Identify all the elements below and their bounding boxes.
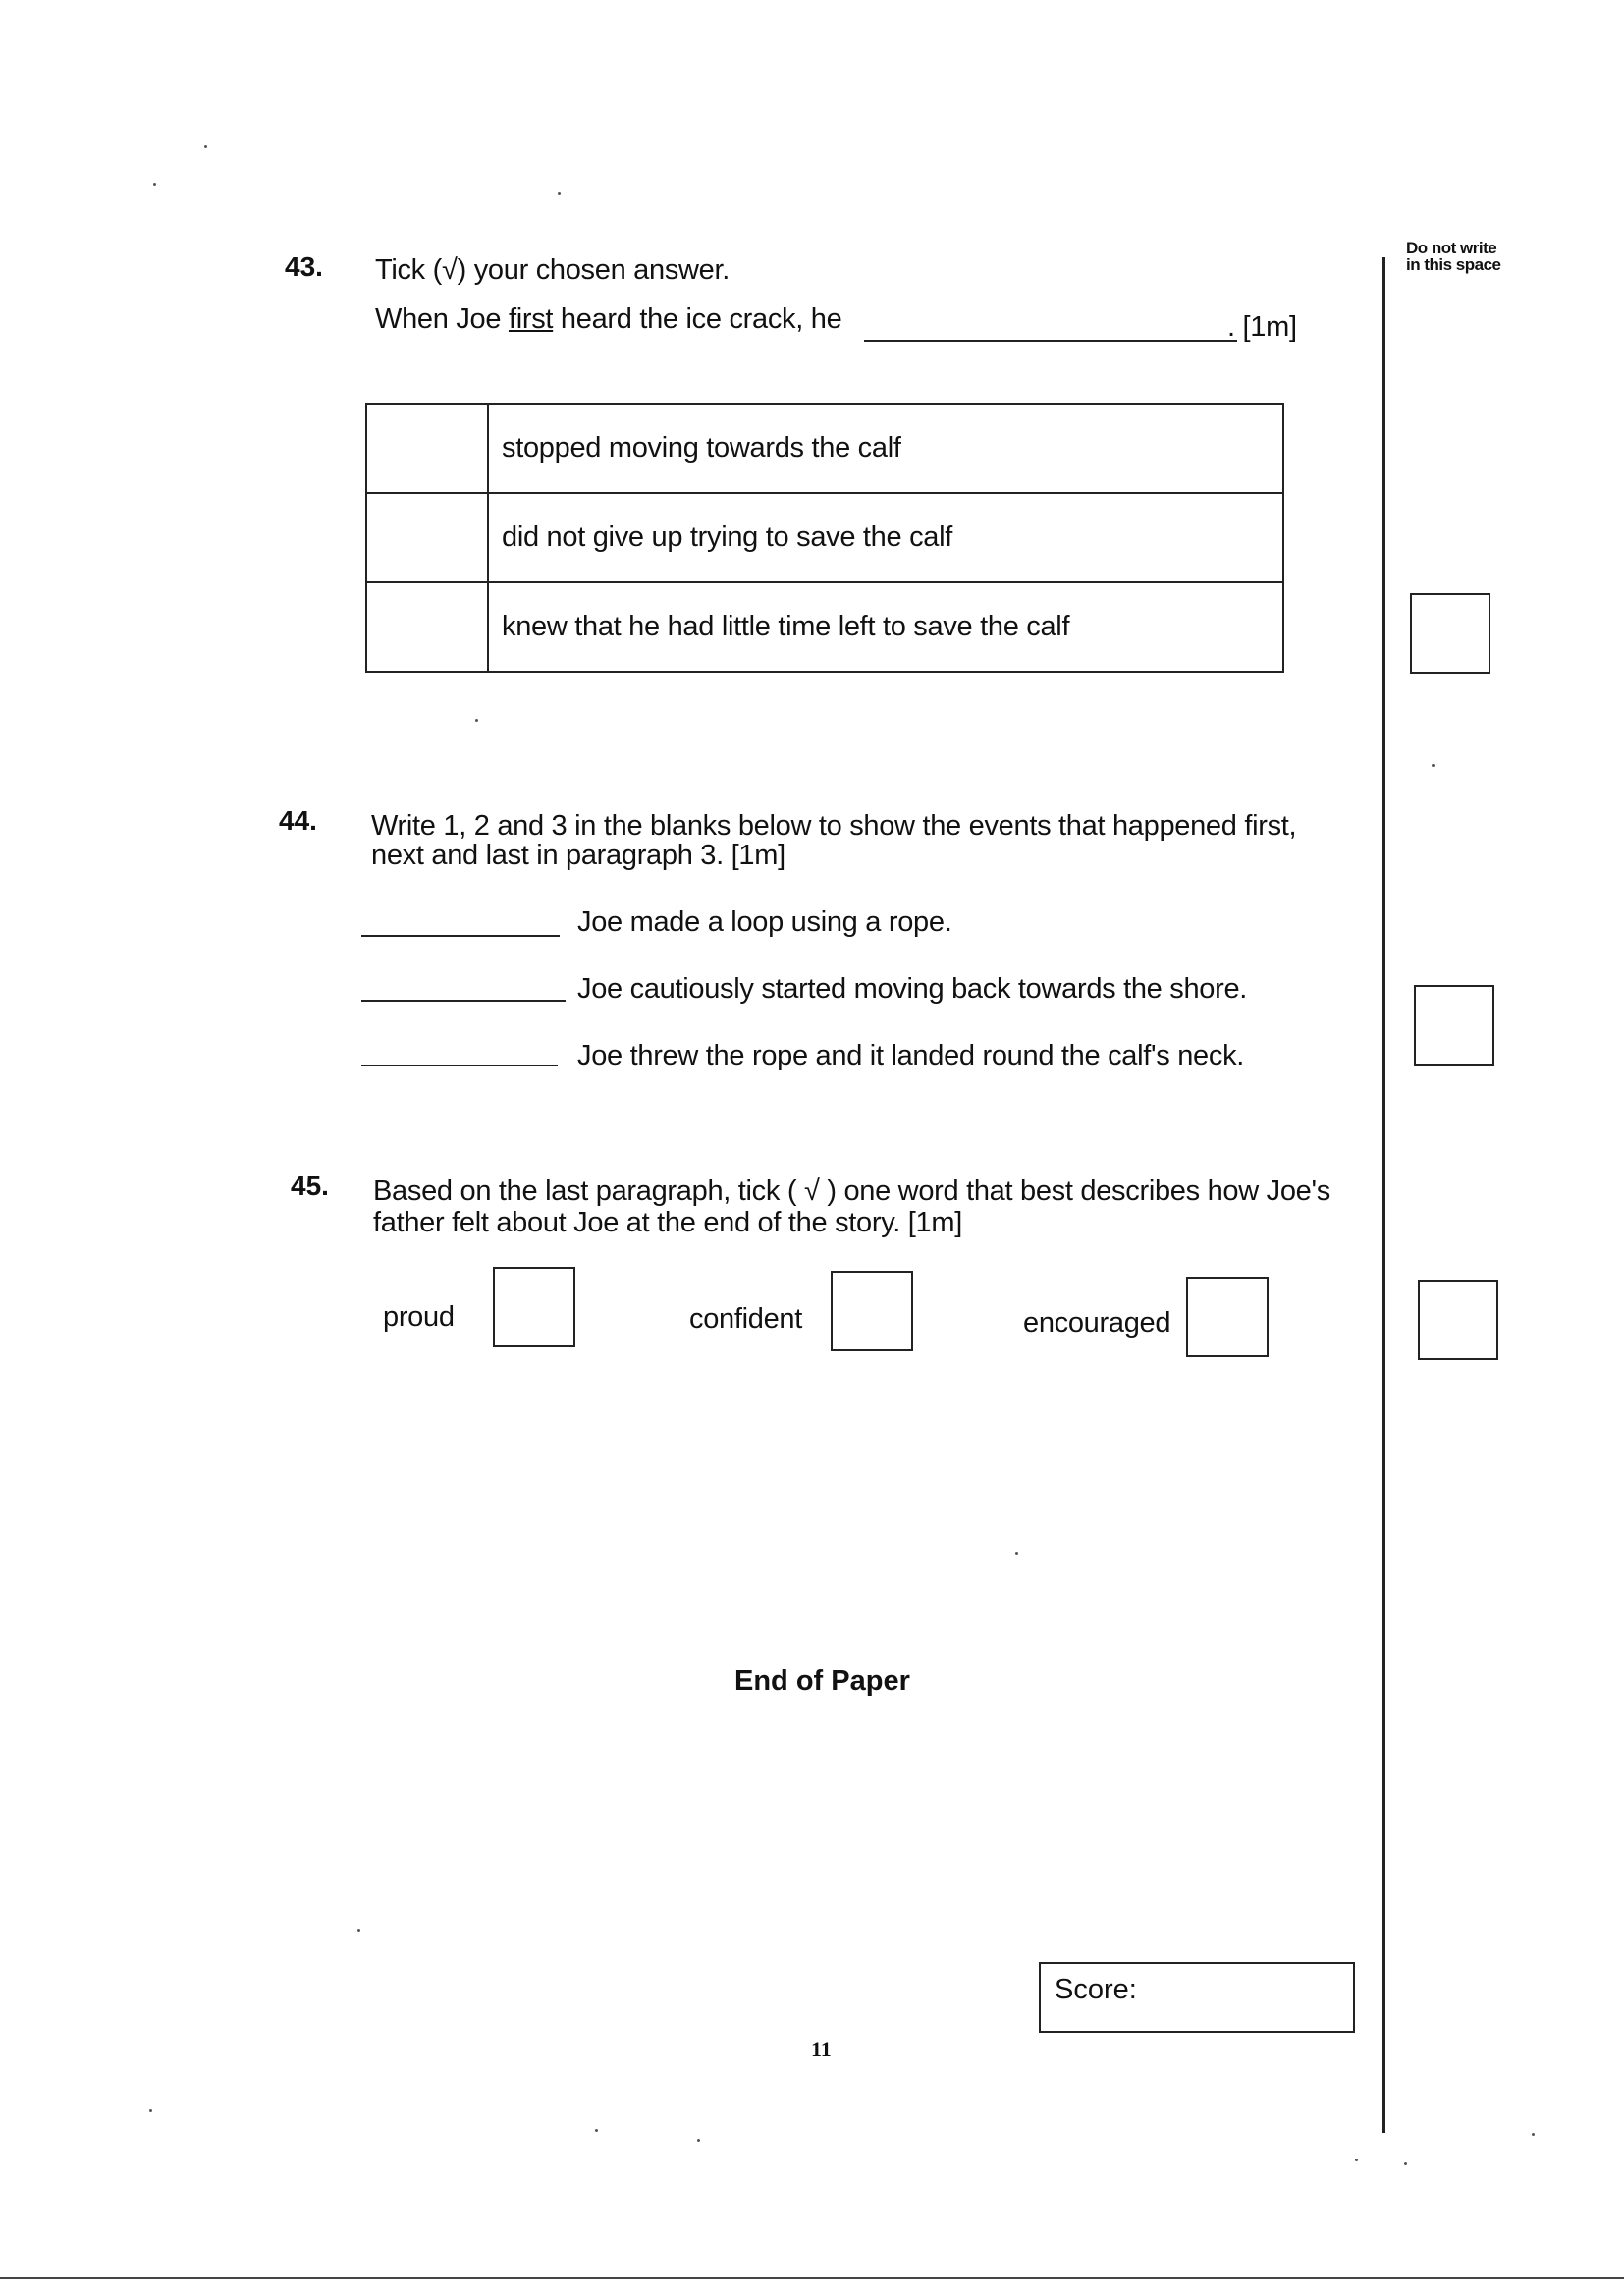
q45-checkbox-encouraged[interactable]	[1186, 1277, 1269, 1357]
scan-speck	[149, 2109, 152, 2112]
margin-rule	[1382, 257, 1385, 2133]
q43-stem-end: . [1m]	[1227, 311, 1297, 343]
scan-speck	[1404, 2162, 1407, 2165]
q44-event-2: Joe cautiously started moving back towards the shore.	[577, 973, 1248, 1005]
scan-speck	[1432, 764, 1435, 767]
q44-blank-1[interactable]	[361, 935, 560, 937]
q43-stem-before: When Joe	[375, 303, 502, 335]
q43-mark-box[interactable]	[1410, 593, 1490, 674]
scan-speck	[1532, 2133, 1535, 2136]
q43-number: 43.	[285, 251, 323, 282]
q43-tick-cell-2[interactable]	[366, 493, 488, 582]
q45-instruction-line2: father felt about Joe at the end of the story. [1m]	[373, 1207, 962, 1238]
q45-checkbox-confident[interactable]	[831, 1271, 913, 1351]
page-number: 11	[811, 2037, 832, 2061]
table-row	[366, 404, 1283, 493]
q43-tick-cell-1[interactable]	[366, 404, 488, 493]
scan-speck	[357, 1929, 360, 1932]
table-row	[366, 582, 1283, 672]
q43-option-2: did not give up trying to save the calf	[488, 493, 1283, 582]
scan-speck	[1355, 2159, 1358, 2161]
q43-stem	[375, 302, 841, 336]
q43-options-table	[365, 403, 1284, 673]
scan-speck	[153, 183, 156, 186]
q45-choice-encouraged: encouraged	[1023, 1307, 1171, 1339]
q45-mark-box[interactable]	[1418, 1280, 1498, 1360]
q45-choice-proud: proud	[383, 1301, 455, 1333]
score-box	[1039, 1962, 1355, 2033]
margin-note	[1406, 240, 1504, 273]
q44-blank-3[interactable]	[361, 1065, 558, 1066]
q43-option-1: stopped moving towards the calf	[488, 404, 1283, 493]
scan-speck	[558, 192, 561, 195]
scan-speck	[697, 2139, 700, 2142]
q43-stem-after: heard the ice crack, he	[560, 303, 842, 335]
q43-instruction: Tick (√) your chosen answer.	[375, 254, 731, 286]
q43-answer-blank[interactable]	[864, 340, 1237, 342]
end-of-paper: End of Paper	[734, 1666, 910, 1697]
bottom-rule	[0, 2277, 1624, 2279]
scan-speck	[204, 145, 207, 148]
q45-instruction-line1: Based on the last paragraph, tick ( √ ) one word that best describes how Joe's	[373, 1175, 1330, 1207]
scan-speck	[475, 719, 478, 722]
margin-note-text: Do not write in this space	[1406, 239, 1501, 274]
q44-instruction-line1: Write 1, 2 and 3 in the blanks below to show the events that happened first,	[371, 810, 1297, 842]
q44-event-3: Joe threw the rope and it landed round the calf's neck.	[577, 1040, 1245, 1071]
scan-speck	[1015, 1552, 1018, 1555]
q45-checkbox-proud[interactable]	[493, 1267, 575, 1347]
q43-stem-emphasis: first	[508, 303, 554, 335]
q43-tick-cell-3[interactable]	[366, 582, 488, 672]
q44-number: 44.	[279, 805, 317, 836]
q43-option-3: knew that he had little time left to save the calf	[488, 582, 1283, 672]
q44-mark-box[interactable]	[1414, 985, 1494, 1066]
score-label: Score:	[1055, 1974, 1137, 2005]
q44-blank-2[interactable]	[361, 1000, 566, 1002]
q44-instruction-line2: next and last in paragraph 3. [1m]	[371, 840, 785, 871]
q44-event-1: Joe made a loop using a rope.	[577, 906, 952, 938]
scan-speck	[595, 2129, 598, 2132]
table-row	[366, 493, 1283, 582]
q45-choice-confident: confident	[689, 1303, 802, 1335]
q45-number: 45.	[291, 1171, 329, 1201]
